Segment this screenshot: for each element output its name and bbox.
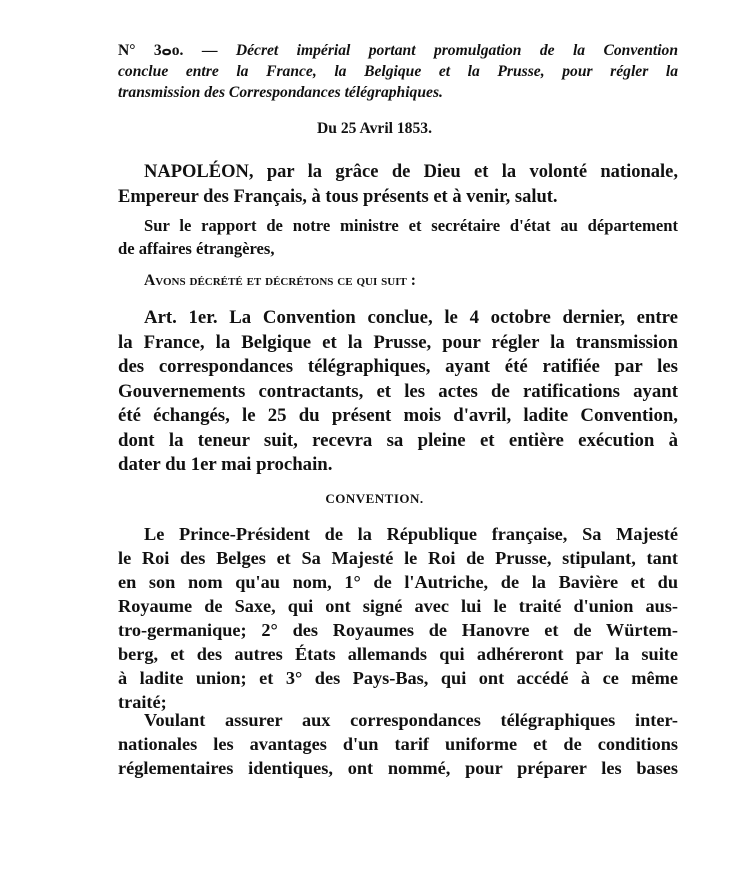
decree-title-line: Décret impérial portant promulgation de la Convention [235, 42, 678, 59]
paragraph-line: été échangés, le 25 du présent mois d'avril, ladite Convention, [118, 405, 678, 426]
paragraph-line: tro-germanique; 2° des Royaumes de Hanovre et de Würtem- [118, 620, 678, 640]
prince-paragraph [118, 522, 678, 714]
avons-paragraph [118, 270, 678, 292]
paragraph-line: en son nom qu'au nom, 1° de l'Autriche, de la Bavière et du [118, 572, 678, 592]
decree-number: N° 3ⴰo. — [118, 42, 218, 59]
decree-header [118, 40, 678, 103]
paragraph-line: Le Prince-Président de la République française, Sa Majesté [144, 524, 678, 544]
paragraph-line: Empereur des Français, à tous présents et à venir, salut. [118, 187, 558, 207]
voulant-paragraph [118, 708, 678, 780]
paragraph-line: Sur le rapport de notre ministre et secrétaire d'état au département [144, 216, 678, 235]
paragraph-line: dont la teneur suit, recevra sa pleine et entière exécution à [118, 429, 678, 451]
paragraph-line: Voulant assurer aux correspondances télégraphiques inter- [144, 710, 678, 730]
decree-title-line: transmission des Correspondances télégraphiques. [118, 84, 443, 101]
paragraph-line: des correspondances télégraphiques, ayant été ratifiée par les [118, 356, 678, 377]
paragraph-line: Avons décrété et décrétons ce qui suit : [144, 272, 416, 289]
article-1-paragraph [118, 306, 678, 478]
decree-title-line: conclue entre la France, la Belgique et la Prusse, pour régler la [118, 63, 678, 80]
paragraph-line: le Roi des Belges et Sa Majesté le Roi de Prusse, stipulant, tant [118, 548, 678, 568]
paragraph-line: réglementaires identiques, ont nommé, pour préparer les bases [118, 758, 678, 778]
napoleon-paragraph [118, 160, 678, 210]
paragraph-line: traité; [118, 692, 167, 712]
paragraph-line: nationales les avantages d'un tarif uniforme et de conditions [118, 734, 678, 754]
paragraph-line: Royaume de Saxe, qui ont signé avec lui le traité d'union aus- [118, 596, 678, 616]
paragraph-line: de affaires étrangères, [118, 239, 275, 258]
paragraph-line: la France, la Belgique et la Prusse, pour régler la transmission [118, 331, 678, 353]
paragraph-line: dater du 1er mai prochain. [118, 454, 333, 475]
paragraph-line: Gouvernements contractants, et les actes de ratifications ayant [118, 380, 678, 402]
rapport-paragraph [118, 214, 678, 260]
paragraph-line: Art. 1er. La Convention conclue, le 4 octobre dernier, entre [144, 307, 678, 328]
paragraph-line: berg, et des autres États allemands qui adhéreront par la suite [118, 644, 678, 664]
header-line-1 [118, 40, 678, 61]
paragraph-line: à ladite union; et 3° des Pays-Bas, qui ont accédé à ce même [118, 668, 678, 688]
paragraph-line: NAPOLÉON, par la grâce de Dieu et la volonté nationale, [144, 162, 678, 182]
decree-date: Du 25 Avril 1853. [317, 120, 432, 137]
convention-heading: CONVENTION. [325, 491, 424, 506]
